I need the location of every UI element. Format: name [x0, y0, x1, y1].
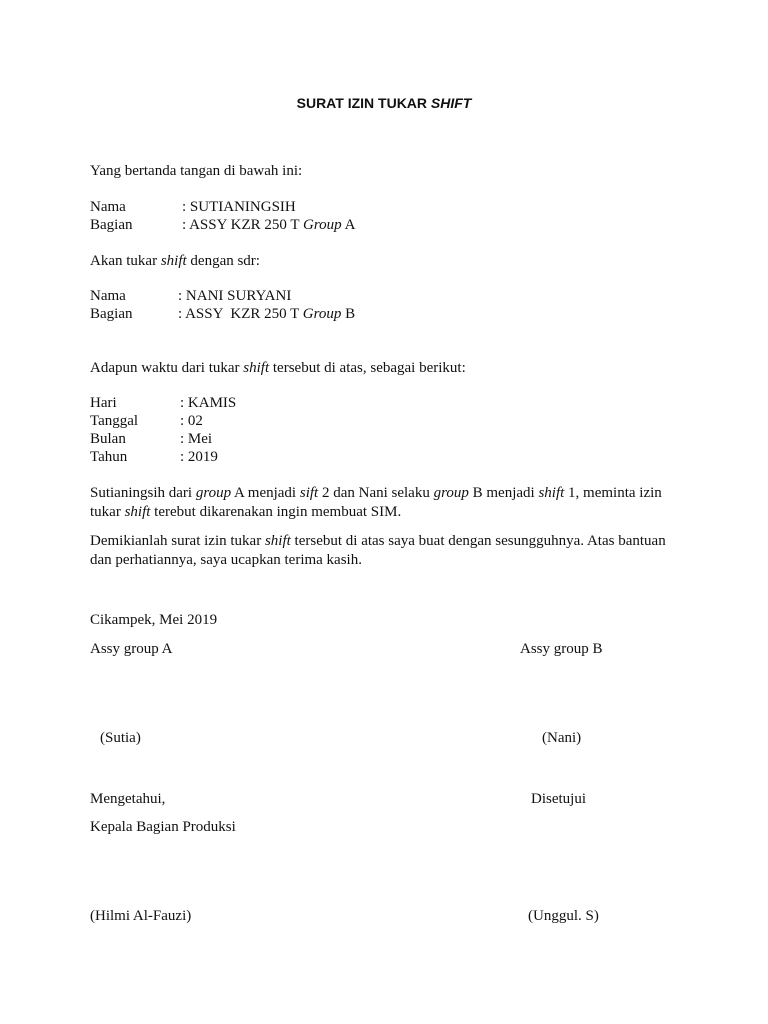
- intro-text: Yang bertanda tangan di bawah ini:: [90, 163, 303, 179]
- p2-text-2: tersebut di atas saya buat dengan sesungguhnya. Atas bantuan dan perhatiannya, saya ucapkan terima kasih.: [90, 533, 666, 568]
- p1-italic-2: sift: [299, 485, 319, 501]
- person2-name-value: : NANI SURYANI: [178, 288, 292, 304]
- schedule-date-label: Tanggal: [90, 413, 139, 429]
- schedule-year-label: Tahun: [90, 449, 128, 465]
- signature-right-name: (Nani): [542, 730, 582, 746]
- schedule-date-value: : 02: [180, 413, 203, 429]
- person1-section-italic: Group: [303, 217, 342, 233]
- signature-left-name: (Sutia): [100, 730, 141, 746]
- schedule-day-value: : KAMIS: [180, 395, 237, 411]
- p1-italic-4: shift: [538, 485, 565, 501]
- paragraph-closing: [90, 532, 680, 570]
- signature-right-group: Assy group B: [520, 641, 603, 657]
- person2-section-suffix: B: [341, 306, 356, 322]
- time-intro-prefix: Adapun waktu dari tukar: [90, 360, 244, 376]
- official-right-name: (Unggul. S): [528, 908, 599, 924]
- p2-text-1: Demikianlah surat izin tukar: [90, 533, 265, 549]
- approved-label: Disetujui: [531, 791, 586, 807]
- person2-section-value: [178, 305, 355, 323]
- title-text: SURAT IZIN TUKAR: [296, 95, 431, 111]
- production-head-role: Kepala Bagian Produksi: [90, 819, 236, 835]
- p1-text-5: 1, meminta izin tukar: [90, 485, 662, 520]
- place-date: Cikampek, Mei 2019: [90, 612, 218, 628]
- person1-section-prefix: : ASSY KZR 250 T: [182, 217, 304, 233]
- paragraph-reason: [90, 484, 680, 522]
- acknowledged-label: Mengetahui,: [90, 791, 166, 807]
- schedule-month-value: : Mei: [180, 431, 213, 447]
- p1-text-3: 2 dan Nani selaku: [318, 485, 434, 501]
- person2-section-label: Bagian: [90, 306, 133, 322]
- person1-section-value: [182, 216, 355, 234]
- p1-italic-1: group: [195, 485, 232, 501]
- exchange-italic: shift: [160, 253, 187, 269]
- letter-title: [0, 94, 768, 112]
- signature-left-group: Assy group A: [90, 641, 173, 657]
- p1-italic-5: shift: [124, 504, 151, 520]
- person1-name-value: : SUTIANINGSIH: [182, 199, 296, 215]
- p1-text-6: terebut dikarenakan ingin membuat SIM.: [150, 504, 402, 520]
- exchange-prefix: Akan tukar: [90, 253, 161, 269]
- title-italic-text: SHIFT: [430, 95, 472, 111]
- time-intro: [90, 359, 466, 377]
- time-intro-suffix: tersebut di atas, sebagai berikut:: [269, 360, 466, 376]
- schedule-year-value: : 2019: [180, 449, 218, 465]
- person2-section-prefix: : ASSY KZR 250 T: [178, 306, 303, 322]
- official-left-name: (Hilmi Al-Fauzi): [90, 908, 192, 924]
- person2-name-label: Nama: [90, 288, 126, 304]
- person1-section-label: Bagian: [90, 217, 133, 233]
- exchange-suffix: dengan sdr:: [186, 253, 260, 269]
- p1-text-2: A menjadi: [231, 485, 300, 501]
- p1-italic-3: group: [433, 485, 469, 501]
- p2-italic-1: shift: [264, 533, 291, 549]
- person1-name-label: Nama: [90, 199, 126, 215]
- schedule-month-label: Bulan: [90, 431, 126, 447]
- schedule-day-label: Hari: [90, 395, 117, 411]
- time-intro-italic: shift: [243, 360, 270, 376]
- p1-text-1: Sutianingsih dari: [90, 485, 196, 501]
- person1-section-suffix: A: [341, 217, 356, 233]
- exchange-line: [90, 252, 260, 270]
- p1-text-4: B menjadi: [468, 485, 539, 501]
- person2-section-italic: Group: [302, 306, 342, 322]
